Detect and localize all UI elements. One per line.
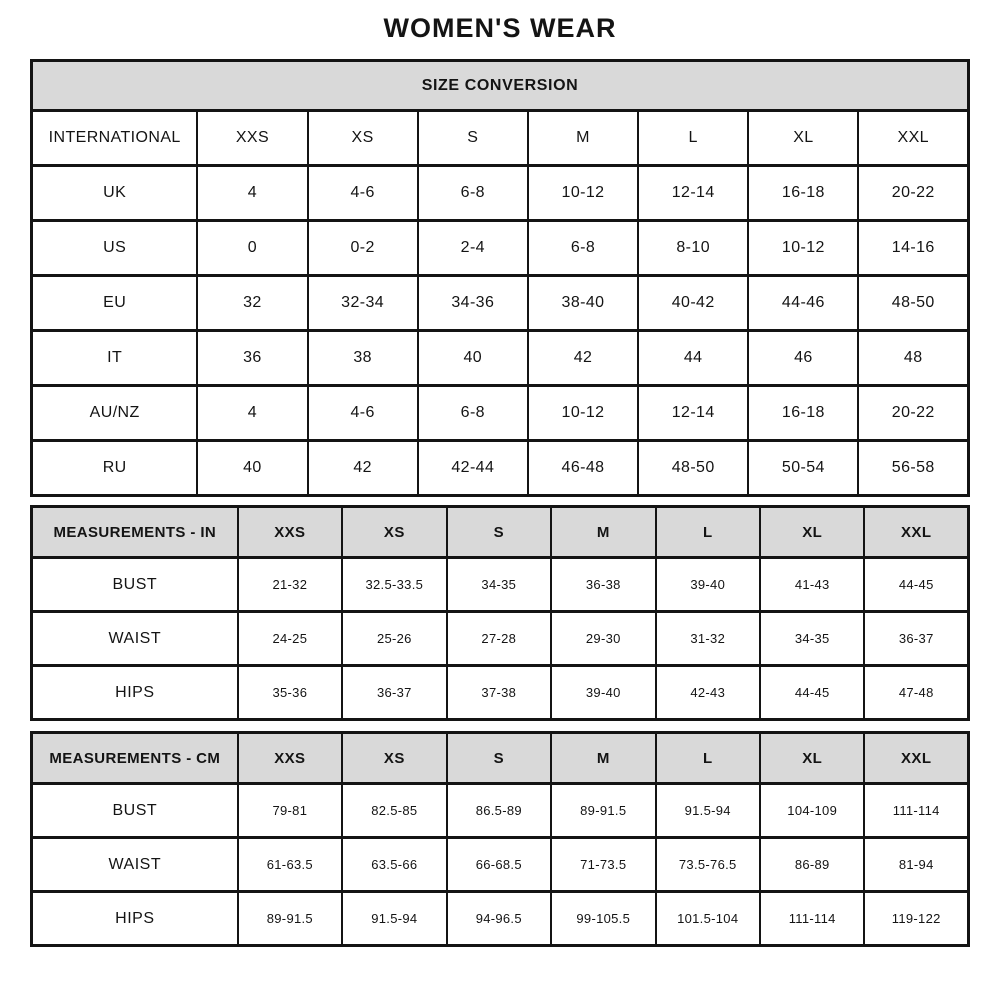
- table-cell: 27-28: [447, 612, 551, 666]
- row-label: IT: [32, 331, 198, 386]
- table-cell: 42-44: [418, 441, 528, 496]
- table-cell: 20-22: [858, 386, 968, 441]
- table-cell: 24-25: [238, 612, 342, 666]
- table-cell: 86-89: [760, 838, 864, 892]
- table-cell: 39-40: [656, 558, 760, 612]
- table-cell: 6-8: [418, 386, 528, 441]
- column-header-xxs: XXS: [238, 733, 342, 784]
- table-row-uk: [32, 166, 969, 221]
- table-cell: 44: [638, 331, 748, 386]
- table-cell: 39-40: [551, 666, 655, 720]
- column-header-l: L: [638, 111, 748, 166]
- size-conversion-title-row: [32, 61, 969, 111]
- measurements-cm-table: [30, 731, 970, 947]
- table-row-it: [32, 331, 969, 386]
- table-cell: 42: [528, 331, 638, 386]
- table-cell: 32.5-33.5: [342, 558, 446, 612]
- table-cell: 48: [858, 331, 968, 386]
- table-cell: 86.5-89: [447, 784, 551, 838]
- table-cell: 36-37: [864, 612, 968, 666]
- row-label: BUST: [32, 558, 238, 612]
- table-cell: 0: [197, 221, 307, 276]
- table-cell: 91.5-94: [342, 892, 446, 946]
- column-header-l: L: [656, 733, 760, 784]
- column-header-s: S: [447, 733, 551, 784]
- table-cell: 94-96.5: [447, 892, 551, 946]
- measurements-in-title: MEASUREMENTS - IN: [32, 507, 238, 558]
- column-header-xs: XS: [308, 111, 418, 166]
- row-label: HIPS: [32, 666, 238, 720]
- table-cell: 46: [748, 331, 858, 386]
- table-cell: 16-18: [748, 386, 858, 441]
- table-cell: 44-45: [864, 558, 968, 612]
- row-label: BUST: [32, 784, 238, 838]
- table-cell: 89-91.5: [551, 784, 655, 838]
- table-cell: 73.5-76.5: [656, 838, 760, 892]
- table-cell: 25-26: [342, 612, 446, 666]
- table-cell: 46-48: [528, 441, 638, 496]
- table-row-bust-cm: [32, 784, 969, 838]
- table-cell: 91.5-94: [656, 784, 760, 838]
- column-header-xl: XL: [760, 733, 864, 784]
- column-header-m: M: [528, 111, 638, 166]
- table-cell: 4: [197, 386, 307, 441]
- table-cell: 36-38: [551, 558, 655, 612]
- table-cell: 47-48: [864, 666, 968, 720]
- row-label: EU: [32, 276, 198, 331]
- table-cell: 6-8: [528, 221, 638, 276]
- table-cell: 0-2: [308, 221, 418, 276]
- table-cell: 38: [308, 331, 418, 386]
- column-header-xs: XS: [342, 507, 446, 558]
- table-cell: 38-40: [528, 276, 638, 331]
- table-cell: 10-12: [528, 386, 638, 441]
- table-cell: 29-30: [551, 612, 655, 666]
- column-header-xl: XL: [760, 507, 864, 558]
- column-header-xxl: XXL: [864, 733, 968, 784]
- table-cell: 16-18: [748, 166, 858, 221]
- table-cell: 20-22: [858, 166, 968, 221]
- table-cell: 81-94: [864, 838, 968, 892]
- table-cell: 12-14: [638, 386, 748, 441]
- table-cell: 2-4: [418, 221, 528, 276]
- row-label: UK: [32, 166, 198, 221]
- measurements-cm-title: MEASUREMENTS - CM: [32, 733, 238, 784]
- column-header-m: M: [551, 733, 655, 784]
- table-cell: 66-68.5: [447, 838, 551, 892]
- column-header-l: L: [656, 507, 760, 558]
- table-cell: 4-6: [308, 386, 418, 441]
- table-cell: 36-37: [342, 666, 446, 720]
- page-title: WOMEN'S WEAR: [383, 13, 617, 43]
- measurements-in-header-row: [32, 507, 969, 558]
- table-cell: 48-50: [638, 441, 748, 496]
- column-header-xl: XL: [748, 111, 858, 166]
- row-label: WAIST: [32, 838, 238, 892]
- table-cell: 40: [418, 331, 528, 386]
- table-cell: 44-46: [748, 276, 858, 331]
- table-cell: 6-8: [418, 166, 528, 221]
- table-row-hips-in: [32, 666, 969, 720]
- table-cell: 40: [197, 441, 307, 496]
- table-cell: 35-36: [238, 666, 342, 720]
- row-label: AU/NZ: [32, 386, 198, 441]
- column-header-xxs: XXS: [238, 507, 342, 558]
- column-header-m: M: [551, 507, 655, 558]
- size-conversion-header-row: [32, 111, 969, 166]
- table-cell: 10-12: [528, 166, 638, 221]
- table-cell: 8-10: [638, 221, 748, 276]
- table-cell: 56-58: [858, 441, 968, 496]
- table-cell: 79-81: [238, 784, 342, 838]
- table-cell: 10-12: [748, 221, 858, 276]
- table-cell: 101.5-104: [656, 892, 760, 946]
- table-cell: 42-43: [656, 666, 760, 720]
- table-row-aunz: [32, 386, 969, 441]
- table-cell: 4: [197, 166, 307, 221]
- row-label: WAIST: [32, 612, 238, 666]
- column-header-xs: XS: [342, 733, 446, 784]
- table-cell: 34-36: [418, 276, 528, 331]
- column-header-international: INTERNATIONAL: [32, 111, 198, 166]
- measurements-cm-header-row: [32, 733, 969, 784]
- table-cell: 104-109: [760, 784, 864, 838]
- table-cell: 31-32: [656, 612, 760, 666]
- table-row-eu: [32, 276, 969, 331]
- row-label: RU: [32, 441, 198, 496]
- table-cell: 99-105.5: [551, 892, 655, 946]
- table-cell: 21-32: [238, 558, 342, 612]
- table-row-hips-cm: [32, 892, 969, 946]
- column-header-xxs: XXS: [197, 111, 307, 166]
- row-label: US: [32, 221, 198, 276]
- measurements-in-table: [30, 505, 970, 721]
- table-cell: 41-43: [760, 558, 864, 612]
- table-cell: 111-114: [760, 892, 864, 946]
- table-cell: 42: [308, 441, 418, 496]
- size-conversion-table: [30, 59, 970, 497]
- table-cell: 12-14: [638, 166, 748, 221]
- table-row-us: [32, 221, 969, 276]
- size-conversion-title: SIZE CONVERSION: [32, 61, 969, 111]
- table-cell: 44-45: [760, 666, 864, 720]
- table-cell: 89-91.5: [238, 892, 342, 946]
- table-row-waist-cm: [32, 838, 969, 892]
- table-cell: 32: [197, 276, 307, 331]
- table-cell: 14-16: [858, 221, 968, 276]
- table-row-waist-in: [32, 612, 969, 666]
- column-header-s: S: [447, 507, 551, 558]
- row-label: HIPS: [32, 892, 238, 946]
- table-cell: 71-73.5: [551, 838, 655, 892]
- column-header-xxl: XXL: [858, 111, 968, 166]
- table-row-ru: [32, 441, 969, 496]
- table-cell: 40-42: [638, 276, 748, 331]
- table-cell: 119-122: [864, 892, 968, 946]
- table-cell: 63.5-66: [342, 838, 446, 892]
- table-cell: 32-34: [308, 276, 418, 331]
- column-header-s: S: [418, 111, 528, 166]
- table-cell: 50-54: [748, 441, 858, 496]
- table-cell: 36: [197, 331, 307, 386]
- table-cell: 111-114: [864, 784, 968, 838]
- table-cell: 48-50: [858, 276, 968, 331]
- table-cell: 34-35: [760, 612, 864, 666]
- table-row-bust-in: [32, 558, 969, 612]
- table-cell: 37-38: [447, 666, 551, 720]
- table-cell: 34-35: [447, 558, 551, 612]
- table-cell: 61-63.5: [238, 838, 342, 892]
- table-cell: 82.5-85: [342, 784, 446, 838]
- table-cell: 4-6: [308, 166, 418, 221]
- column-header-xxl: XXL: [864, 507, 968, 558]
